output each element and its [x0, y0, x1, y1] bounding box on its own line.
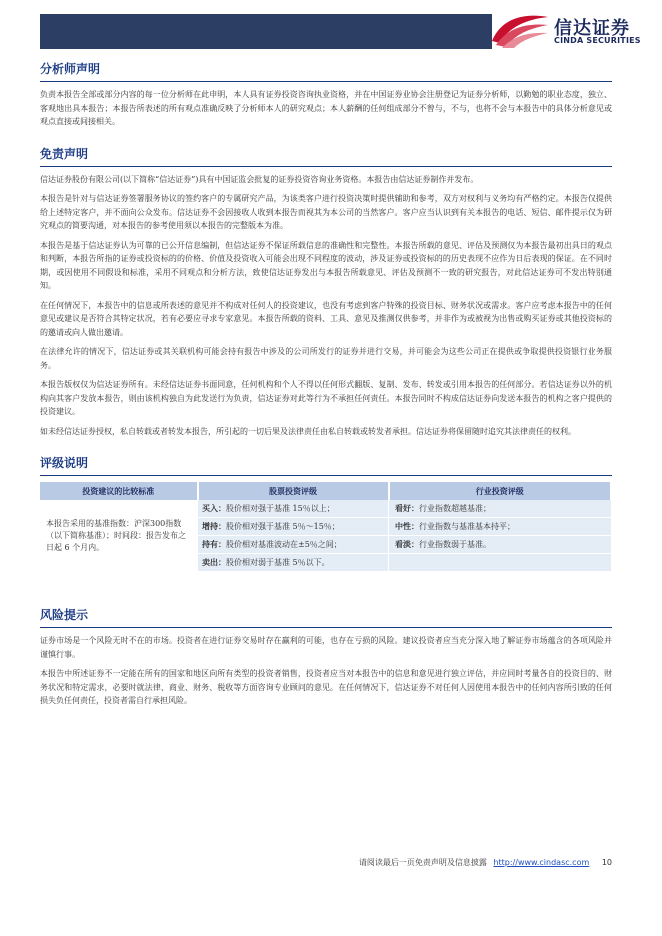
rating-text: 行业指数超越基准；: [419, 504, 491, 513]
logo-cn-text: 信达证券: [554, 18, 630, 39]
analyst-statement-title: 分析师声明: [40, 62, 101, 76]
industry-rating-negative: [389, 536, 612, 554]
rating-text: 股价相对基准波动在±5％之间；: [226, 540, 342, 549]
cinda-swoosh-icon: [490, 11, 550, 49]
page-number: 10: [601, 858, 612, 867]
disclaimer-paragraph: 在法律允许的情况下，信达证券或其关联机构可能会持有报告中涉及的公司所发行的证券并进行交易，并可能会为这些公司正在提供或争取提供投资银行业务服务。: [40, 347, 612, 370]
rating-label: 买入：: [202, 503, 226, 513]
disclaimer-title: 免责声明: [40, 146, 89, 161]
stock-rating-sell: [198, 554, 389, 572]
table-header-stock: 股票投资评级: [198, 482, 389, 500]
industry-rating-positive: [389, 500, 612, 518]
rating-label: 增持：: [202, 521, 226, 531]
rating-text: 股价相对强于基准 5％～15％；: [226, 522, 340, 531]
section-divider: [40, 475, 612, 476]
disclaimer-paragraph: 本报告是针对与信达证券签署服务协议的签约客户的专属研究产品，为该类客户进行投资决策时提供辅助和参考，双方对权利与义务均有严格约定。本报告仅提供给上述特定客户，并不面向公众发布。信达证券不会因接收人收到本报告而视其为本公司的当然客户。客户应当认识到有关本报告的电话、短信、邮件提示仅为研究观点的简要沟通，对本报告的参考使用须以本报告的完整版本为准。: [40, 194, 612, 230]
rating-label: 看淡：: [395, 539, 419, 549]
footer-note: 请阅读最后一页免责声明及信息披露: [358, 858, 487, 867]
company-logo: [490, 8, 641, 52]
risk-title: 风险提示: [40, 608, 89, 622]
rating-title: 评级说明: [40, 456, 89, 470]
rating-table: [40, 482, 612, 572]
table-row: [40, 500, 611, 518]
page-footer: [359, 857, 612, 868]
rating-text: 股价相对强于基准 15％以上；: [226, 504, 335, 513]
website-link[interactable]: http://www.cindasc.com: [493, 858, 590, 867]
rating-text: 股价相对弱于基准 5％以下。: [226, 558, 330, 567]
section-divider: [40, 166, 612, 167]
risk-paragraph: 证券市场是一个风险无时不在的市场。投资者在进行证券交易时存在赢利的可能，也存在亏损的风险。建议投资者应当充分深入地了解证券市场蕴含的各项风险并谨慎行事。: [40, 636, 612, 659]
rating-text: 行业指数弱于基准。: [419, 540, 491, 549]
rating-text: 行业指数与基准基本持平；: [419, 522, 515, 531]
stock-rating-hold: [198, 536, 389, 554]
table-header-row: [40, 482, 611, 500]
section-divider: [40, 627, 612, 628]
disclaimer-paragraph: 在任何情况下，本报告中的信息或所表述的意见并不构成对任何人的投资建议，也没有考虑到客户特殊的投资目标、财务状况或需求。客户应考虑本报告中的任何意见或建议是否符合其特定状况，若有必要应寻求专家意见。本报告所载的资料、工具、意见及推测仅供参考，并非作为或被视为出售或购买证券或其他投资标的的邀请或向人做出邀请。: [40, 300, 612, 337]
disclaimer-paragraph: 如未经信达证券授权，私自转载或者转发本报告，所引起的一切后果及法律责任由私自转载或转发者承担。信达证券将保留随时追究其法律责任的权利。: [40, 426, 576, 436]
rating-label: 看好：: [395, 503, 419, 513]
risk-paragraph: 本报告中所述证券不一定能在所有的国家和地区向所有类型的投资者销售，投资者应当对本报告中的信息和意见进行独立评估，并应同时考量各自的投资目的、财务状况和特定需求，必要时就法律、商业、财务、税收等方面咨询专业顾问的意见。在任何情况下，信达证券不对任何人因使用本报告中的任何内容所引致的任何损失负任何责任，投资者需自行承担风险。: [40, 669, 612, 705]
disclaimer-paragraph: 信达证券股份有限公司(以下简称“信达证券”)具有中国证监会批复的证券投资咨询业务资格。本报告由信达证券制作并发布。: [40, 174, 479, 184]
industry-rating-empty: [389, 554, 612, 572]
table-header-criteria: 投资建议的比较标准: [40, 482, 198, 500]
logo-en-text: CINDA SECURITIES: [554, 36, 641, 45]
section-divider: [40, 81, 612, 82]
table-header-industry: 行业投资评级: [389, 482, 612, 500]
rating-label: 中性：: [395, 521, 419, 531]
disclaimer-paragraph: 本报告是基于信达证券认为可靠的已公开信息编制，但信达证券不保证所载信息的准确性和完整性。本报告所载的意见、评估及预测仅为本报告最初出具日的观点和判断，本报告所指的证券或投资标的的价格、价值及投资收入可能会出现不同程度的波动，涉及证券或投资标的的历史表现不应作为日后表现的保证。在不同时期，或因使用不同假设和标准，采用不同观点和分析方法，致使信达证券发出与本报告所载意见、评估及预测不一致的研究报告，对此信达证券可不发出特别通知。: [40, 240, 612, 290]
analyst-paragraph: 负责本报告全部或部分内容的每一位分析师在此申明，本人具有证券投资咨询执业资格，并在中国证券业协会注册登记为证券分析师，以勤勉的职业态度，独立、客观地出具本报告；本报告所表述的所有观点准确反映了分析师本人的研究观点；本人薪酬的任何组成部分不曾与，不与，也将不会与本报告中的具体分析意见或观点直接或间接相关。: [40, 90, 612, 126]
stock-rating-accumulate: [198, 518, 389, 536]
criteria-cell: 本报告采用的基准指数：沪深300指数（以下简称基准）；时间段：报告发布之日起 6 个月内。: [46, 518, 186, 552]
disclaimer-paragraph: 本报告版权仅为信达证券所有。未经信达证券书面同意，任何机构和个人不得以任何形式翻版、复制、发布、转发或引用本报告的任何部分。若信达证券以外的机构向其客户发放本报告，则由该机构独自为此发送行为负责，信达证券对此等行为不承担任何责任。本报告同时不构成信达证券向发送本报告的机构之客户提供的投资建议。: [40, 380, 612, 416]
rating-label: 持有：: [202, 539, 226, 549]
page-content: [40, 60, 612, 714]
rating-label: 卖出：: [202, 557, 226, 567]
stock-rating-buy: [198, 500, 389, 518]
industry-rating-neutral: [389, 518, 612, 536]
header-bar: [40, 14, 492, 49]
